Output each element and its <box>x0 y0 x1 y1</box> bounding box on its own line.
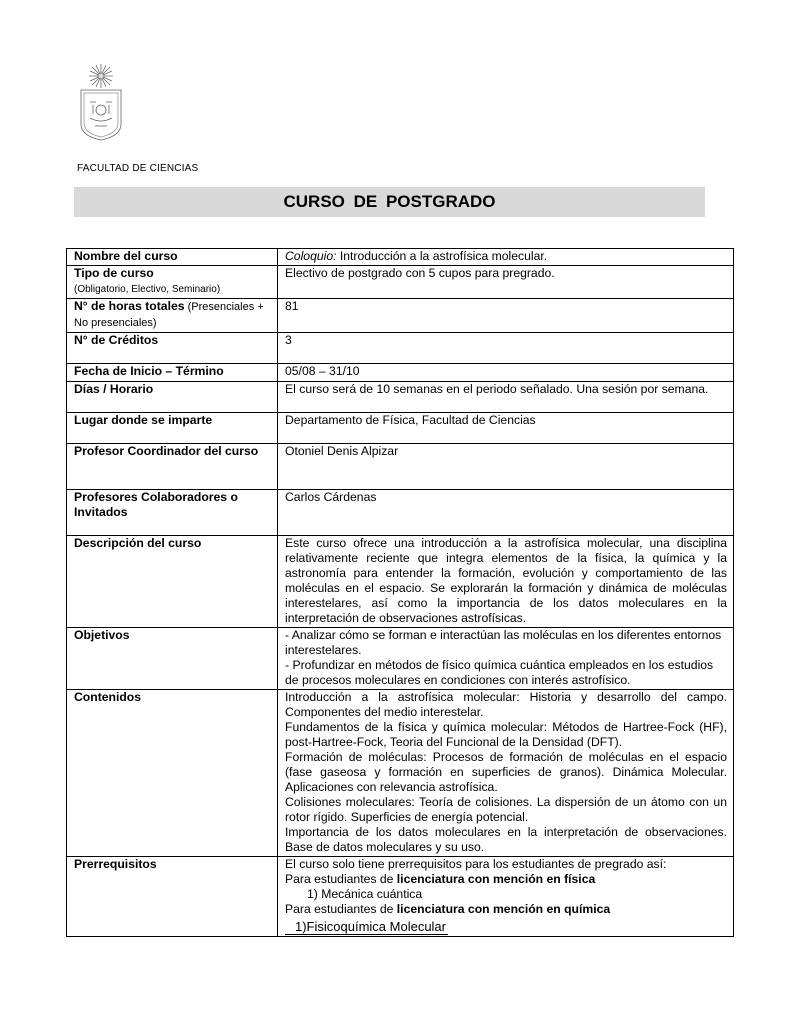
row-label-dias: Días / Horario <box>67 382 278 413</box>
row-label-lugar: Lugar donde se imparte <box>67 413 278 444</box>
row-value-prerrequisitos <box>278 857 734 937</box>
row-value-creditos: 3 <box>278 333 734 364</box>
prereq-group-title: licenciatura con mención en física <box>396 872 596 886</box>
row-value-tipo: Electivo de postgrado con 5 cupos para pregrado. <box>278 266 734 299</box>
table-row <box>67 249 734 266</box>
row-label-coordinador: Profesor Coordinador del curso <box>67 444 278 490</box>
course-name-italic: Coloquio: <box>285 249 337 263</box>
row-label-tipo <box>67 266 278 299</box>
row-value-coordinador: Otoniel Denis Alpizar <box>278 444 734 490</box>
row-label-colaboradores: Profesores Colaboradores o Invitados <box>67 490 278 536</box>
row-label-horas <box>67 299 278 333</box>
content-item: Colisiones moleculares: Teoría de colisiones. La dispersión de un átomo con un rotor rígido. Superficies de energía potencial. <box>285 795 727 824</box>
table-row <box>67 266 734 299</box>
prereq-item: 1)Fisicoquímica Molecular <box>285 919 448 935</box>
prereq-item: 1) Mecánica cuántica <box>307 887 423 901</box>
row-label-contenidos: Contenidos <box>67 690 278 857</box>
table-row <box>67 382 734 413</box>
table-row <box>67 536 734 628</box>
table-row <box>67 413 734 444</box>
tipo-label-text: Tipo de curso <box>74 266 154 280</box>
prereq-intro: El curso solo tiene prerrequisitos para los estudiantes de pregrado así: <box>285 857 667 871</box>
row-value-descripcion: Este curso ofrece una introducción a la astrofísica molecular, una disciplina relativamente reciente que integra elementos de la física, la química y la astronomía para entender la formación, evolución y comportamiento de las moléculas en el espacio. Se explorarán la formación y dinámica de moléculas interestelares, así como la importancia de los datos moleculares en la interpretación de observaciones astrofísicas. <box>278 536 734 628</box>
table-row <box>67 364 734 382</box>
objective-item: - Profundizar en métodos de físico química cuántica empleados en los estudios de procesos moleculares en condiciones con interés astrofísico. <box>285 658 714 687</box>
content-item: Introducción a la astrofísica molecular: Historia y desarrollo del campo. Componentes del medio interestelar. <box>285 690 727 719</box>
faculty-name: FACULTAD DE CIENCIAS <box>77 163 199 174</box>
table-row <box>67 444 734 490</box>
content-item: Formación de moléculas: Procesos de formación de moléculas en el espacio (fase gaseosa y formación en superficies de granos). Dinámica Molecular. Aplicaciones con relevancia astrofísica. <box>285 750 727 794</box>
tipo-label-note: (Obligatorio, Electivo, Seminario) <box>74 284 221 295</box>
objective-item: - Analizar cómo se forman e interactúan las moléculas en los diferentes entornos interestelares. <box>285 628 722 657</box>
page-title: CURSO DE POSTGRADO <box>74 187 705 217</box>
row-label-descripcion: Descripción del curso <box>67 536 278 628</box>
row-value-lugar: Departamento de Física, Facultad de Ciencias <box>278 413 734 444</box>
row-value-nombre <box>278 249 734 266</box>
prereq-group-prefix: Para estudiantes de <box>285 902 397 916</box>
course-info-table <box>66 248 734 937</box>
row-value-horas: 81 <box>278 299 734 333</box>
prereq-group-title: licenciatura con mención en química <box>396 902 611 916</box>
row-label-objetivos: Objetivos <box>67 628 278 690</box>
prereq-group-fisica <box>285 872 727 887</box>
table-row <box>67 490 734 536</box>
row-value-colaboradores: Carlos Cárdenas <box>278 490 734 536</box>
content-item: Importancia de los datos moleculares en la interpretación de observaciones. Base de datos moleculares y su uso. <box>285 825 727 854</box>
row-value-contenidos <box>278 690 734 857</box>
row-label-creditos: N° de Créditos <box>67 333 278 364</box>
content-item: Fundamentos de la física y química molecular: Métodos de Hartree-Fock (HF), post-Hartree-Fock, Teoria del Funcional de la Densidad (DFT). <box>285 720 727 749</box>
row-label-nombre: Nombre del curso <box>67 249 278 266</box>
row-label-fecha: Fecha de Inicio – Término <box>67 364 278 382</box>
horas-label-text: N° de horas totales <box>74 299 185 313</box>
prereq-group-quimica <box>285 902 727 917</box>
table-row <box>67 299 734 333</box>
row-label-prerrequisitos: Prerrequisitos <box>67 857 278 937</box>
row-value-dias: El curso será de 10 semanas en el periodo señalado. Una sesión por semana. <box>278 382 734 413</box>
course-name-text: Introducción a la astrofísica molecular. <box>336 249 548 263</box>
table-row <box>67 333 734 364</box>
row-value-objetivos <box>278 628 734 690</box>
table-row <box>67 690 734 857</box>
university-crest-icon <box>76 62 126 142</box>
horas-label-note: (Presenciales + No presenciales) <box>74 301 264 329</box>
table-row <box>67 628 734 690</box>
row-value-fecha: 05/08 – 31/10 <box>278 364 734 382</box>
table-row <box>67 857 734 937</box>
prereq-group-prefix: Para estudiantes de <box>285 872 397 886</box>
